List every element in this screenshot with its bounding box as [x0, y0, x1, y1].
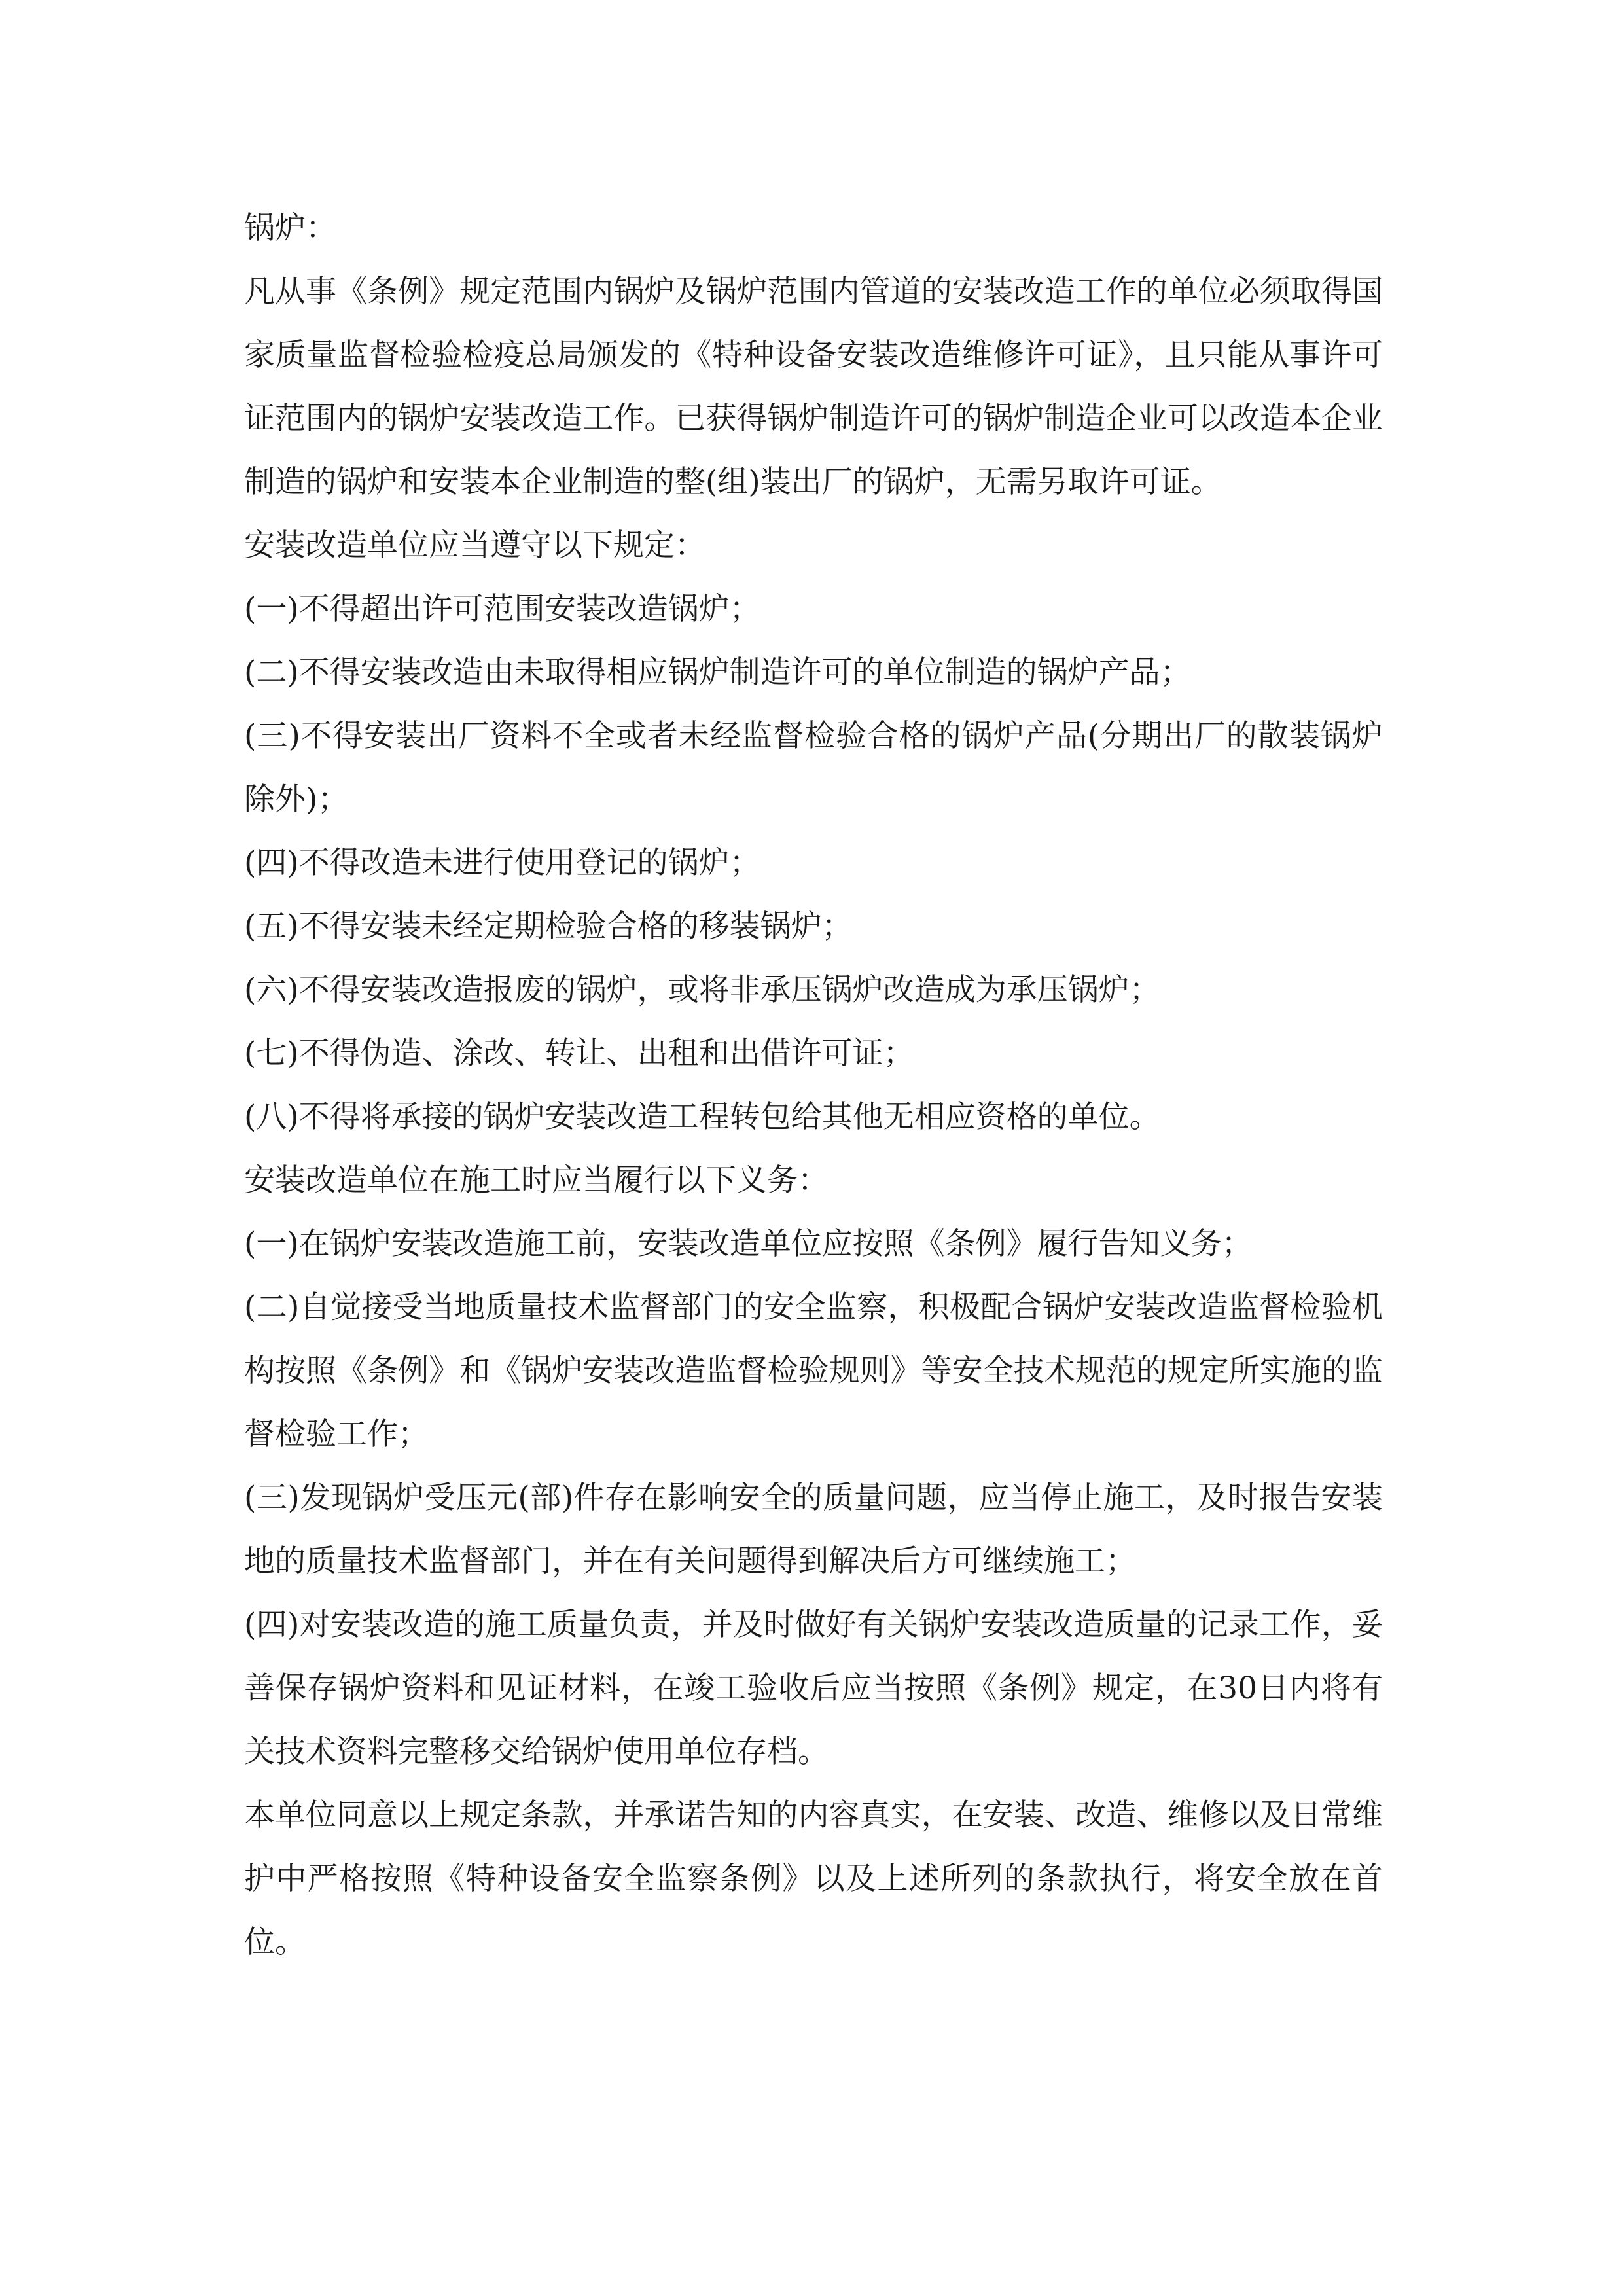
paragraph-duty-1: (一)在锅炉安装改造施工前，安装改造单位应按照《条例》履行告知义务； — [244, 1226, 1253, 1262]
paragraph-rule-3: (三)不得安装出厂资料不全或者未经监督检验合格的锅炉产品(分期出厂的散装锅炉除外)； — [244, 718, 1383, 817]
paragraph-rule-8: (八)不得将承接的锅炉安装改造工程转包给其他无相应资格的单位。 — [244, 1099, 1160, 1135]
paragraph-rule-2: (二)不得安装改造由未取得相应锅炉制造许可的单位制造的锅炉产品； — [244, 655, 1191, 691]
paragraph-commitment: 本单位同意以上规定条款，并承诺告知的内容真实，在安装、改造、维修以及日常维护中严格按照《特种设备安全监察条例》以及上述所列的条款执行，将安全放在首位。 — [244, 1797, 1383, 1960]
paragraph-rule-6: (六)不得安装改造报废的锅炉，或将非承压锅炉改造成为承压锅炉； — [244, 972, 1160, 1008]
paragraph-duty-4: (四)对安装改造的施工质量负责，并及时做好有关锅炉安装改造质量的记录工作，妥善保存锅炉资料和见证材料，在竣工验收后应当按照《条例》规定，在30日内将有关技术资料完整移交给锅炉使用单位存档。 — [244, 1607, 1383, 1770]
paragraph-rules-intro: 安装改造单位应当遵守以下规定： — [244, 528, 705, 564]
paragraph-rule-1: (一)不得超出许可范围安装改造锅炉； — [244, 591, 760, 627]
paragraph-duty-3: (三)发现锅炉受压元(部)件存在影响安全的质量问题，应当停止施工，及时报告安装地的质量技术监督部门，并在有关问题得到解决后方可继续施工； — [244, 1480, 1383, 1579]
paragraph-scope: 凡从事《条例》规定范围内锅炉及锅炉范围内管道的安装改造工作的单位必须取得国家质量监督检验检疫总局颁发的《特种设备安装改造维修许可证》，且只能从事许可证范围内的锅炉安装改造工作。已获得锅炉制造许可的锅炉制造企业可以改造本企业制造的锅炉和安装本企业制造的整(组)装出厂的锅炉，无需另取许可证。 — [244, 274, 1383, 500]
paragraph-duty-2: (二)自觉接受当地质量技术监督部门的安全监察，积极配合锅炉安装改造监督检验机构按照《条例》和《锅炉安装改造监督检验规则》等安全技术规范的规定所实施的监督检验工作； — [244, 1289, 1383, 1452]
paragraph-heading-boiler: 锅炉： — [244, 210, 336, 246]
paragraph-duties-intro: 安装改造单位在施工时应当履行以下义务： — [244, 1162, 829, 1198]
paragraph-rule-4: (四)不得改造未进行使用登记的锅炉； — [244, 845, 760, 881]
paragraph-rule-5: (五)不得安装未经定期检验合格的移装锅炉； — [244, 908, 853, 944]
document-body — [244, 196, 1383, 1974]
paragraph-rule-7: (七)不得伪造、涂改、转让、出租和出借许可证； — [244, 1035, 914, 1071]
